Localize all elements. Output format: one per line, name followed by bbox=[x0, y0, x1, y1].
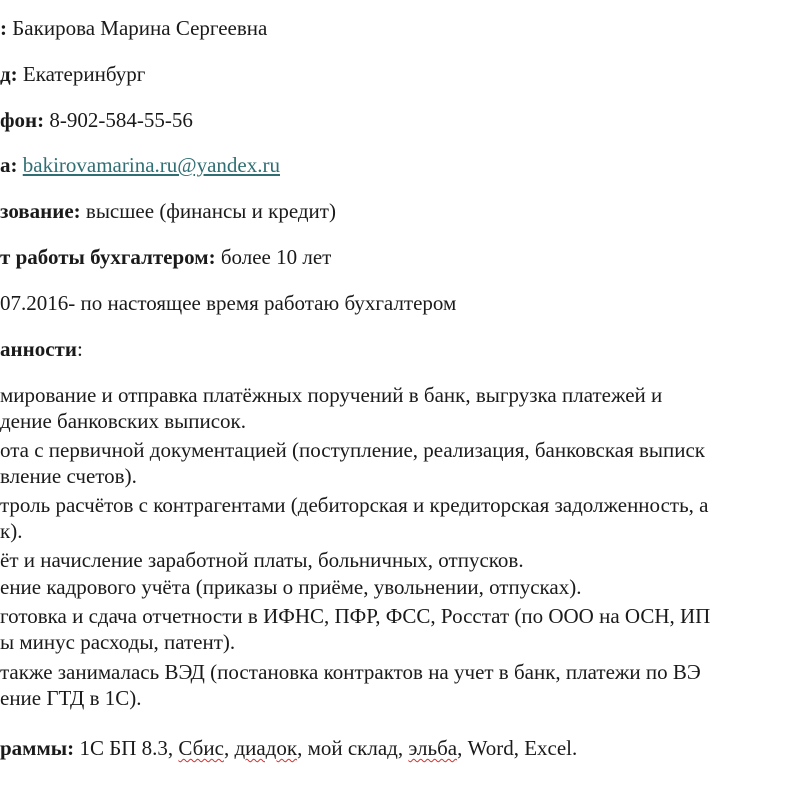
fio-value: Бакирова Марина Сергеевна bbox=[7, 16, 268, 40]
email-line bbox=[0, 153, 280, 177]
email-label: а: bbox=[0, 153, 18, 177]
duties-label: анности: bbox=[0, 337, 83, 361]
duty-line: готовка и сдача отчетности в ИФНС, ПФР, ФСС, Росстат (по ООО на ОСН, ИП bbox=[0, 604, 711, 628]
city-line bbox=[0, 62, 145, 86]
education-label: зование: bbox=[0, 199, 81, 223]
city-value: Екатеринбург bbox=[17, 62, 146, 86]
spellcheck-word: эльба bbox=[408, 736, 458, 760]
duty-line: ота с первичной документацией (поступление, реализация, банковская выписк bbox=[0, 438, 705, 462]
experience-value: более 10 лет bbox=[215, 245, 332, 269]
duty-line: ение кадрового учёта (приказы о приёме, увольнении, отпусках). bbox=[0, 575, 582, 599]
programs-label: раммы: bbox=[0, 736, 75, 760]
experience-line bbox=[0, 245, 331, 269]
duty-line: вление счетов). bbox=[0, 464, 137, 488]
phone-label: фон: bbox=[0, 108, 45, 132]
duty-line: троль расчётов с контрагентами (дебиторская и кредиторская задолженность, а bbox=[0, 493, 709, 517]
city-label: д: bbox=[0, 62, 18, 86]
fio-line bbox=[0, 16, 267, 40]
duty-line: ение ГТД в 1С). bbox=[0, 686, 142, 710]
phone-line bbox=[0, 108, 193, 132]
education-value: высшее (финансы и кредит) bbox=[80, 199, 336, 223]
period-line: 07.2016- по настоящее время работаю бухгалтером bbox=[0, 291, 457, 315]
spellcheck-word: Сбис bbox=[178, 736, 224, 760]
duty-line: ы минус расходы, патент). bbox=[0, 630, 236, 654]
education-line bbox=[0, 199, 336, 223]
experience-label: т работы бухгалтером: bbox=[0, 245, 216, 269]
spellcheck-word: диадок bbox=[234, 736, 298, 760]
phone-value: 8-902-584-55-56 bbox=[44, 108, 193, 132]
duty-line: к). bbox=[0, 519, 23, 543]
duty-line: ёт и начисление заработной платы, больничных, отпусков. bbox=[0, 548, 524, 572]
duty-line: также занималась ВЭД (постановка контрактов на учет в банк, платежи по ВЭ bbox=[0, 660, 701, 684]
fio-label: : bbox=[0, 16, 7, 40]
programs-line: раммы: 1С БП 8.3, Сбис, диадок, мой склад, эльба, Word, Excel. bbox=[0, 736, 578, 760]
duty-line: мирование и отправка платёжных поручений в банк, выгрузка платежей и bbox=[0, 383, 663, 407]
email-link[interactable]: bakirovamarina.ru@yandex.ru bbox=[22, 153, 280, 177]
duty-line: дение банковских выписок. bbox=[0, 409, 247, 433]
